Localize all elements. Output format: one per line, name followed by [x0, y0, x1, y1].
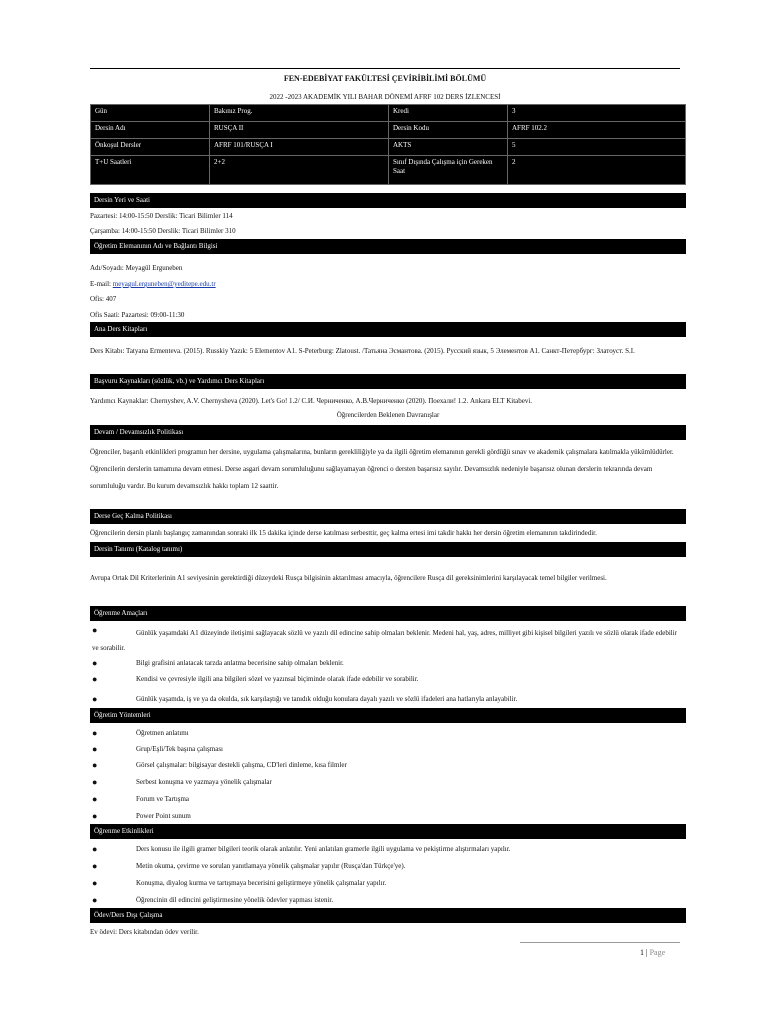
list-item: ● Ders konusu ile ilgili gramer bilgileri teorik olarak anlatılır. Yeni anlatılan gramerle ilgili uygulama ve pekiştirme alıştırmaları yapılır. [92, 844, 511, 854]
list-item: ● Forum ve Tartışma [92, 794, 190, 804]
schedule-line: Pazartesi: 14:00-15:50 Derslik: Ticari Bilimler 114 [90, 212, 233, 220]
section-header-references: Başvuru Kaynakları (sözlük, vb.) ve Yardımcı Ders Kitapları [90, 374, 686, 389]
info-label: Önkoşul Dersler [91, 139, 210, 156]
section-header-homework: Ödev/Ders Dışı Çalışma [90, 908, 686, 923]
bullet-icon: ● [92, 861, 98, 871]
list-item: ● Öğrencinin dil edincini geliştirmesine yönelik ödevler yapması istenir. [92, 895, 334, 905]
expected-behaviours: Öğrencilerden Beklenen Davranışlar [336, 411, 440, 419]
office-hours: Ofis Saati: Pazartesi: 09:00-11:30 [90, 311, 185, 319]
section-header-instructor: Öğretim Elemanının Adı ve Bağlantı Bilgisi [90, 239, 686, 254]
bullet-icon: ● [92, 625, 98, 635]
section-header-goals: Öğrenme Amaçları [90, 606, 686, 621]
late-text: Öğrencilerin dersin planlı başlangıç zamanından sonraki ilk 15 dakika içinde derse katılması serbesttir, geç kalma ertesi imi takdir hakkı her dersin öğretim elemanının takdirindedir. [90, 529, 597, 537]
faculty-title: FEN-EDEBİYAT FAKÜLTESİ ÇEVİRİBİLİMİ BÖLÜMÜ [283, 74, 487, 83]
list-item: ● Konuşma, diyalog kurma ve tartışmaya becerisini geliştirmeye yönelik çalışmalar yapılır. [92, 878, 387, 888]
table-row [91, 105, 686, 122]
books-text: Ders Kitabı: Tatyana Ermenteva. (2015). Russkiy Yazık: 5 Elementov A1. S-Peterburg: Zlatoust. /Татьяна Эсмантова. (2015). Русский язык, 5 Элементов А1. Санкт-Петербург: Златоуст. S.I. [90, 347, 635, 355]
page-num-value: 1 [640, 948, 644, 957]
table-row [91, 139, 686, 156]
footer-rule [520, 942, 680, 943]
list-item: ● Öğretmen anlatımı [92, 728, 189, 738]
attendance-text: Öğrenciler, başarılı etkinlikleri programın her dersine, uygulama çalışmalarına, bunların gerekliliğiyle ya da ilgili öğretim elemanının gerekli gördüğü sınav ve akademik çalışmalara katılmakla yükümlüdürler. Öğrencilerin derslerin tamamına devam etmesi. Derse asgari devam sorumluluğunu sağlayamayan öğrenci o dersten başarısız sayılır. Devamsızlık nedeniyle başarısız olunan derslerin tekrarında devam sorumluluğu vardır. Bu kurum devamsızlık hakkı toplam 12 saattir. [90, 448, 674, 490]
bullet-icon: ● [92, 811, 98, 821]
info-value: Bakınız Prog. [210, 105, 389, 122]
instructor-email-line [90, 280, 686, 289]
list-item: ● Görsel çalışmalar: bilgisayar destekli çalışma, CD'leri dinleme, kısa filmler [92, 760, 347, 770]
schedule-line: Çarşamba: 14:00-15:50 Derslik: Ticari Bilimler 310 [90, 227, 236, 235]
section-header-time: Dersin Yeri ve Saati [90, 193, 686, 208]
bullet-icon: ● [92, 728, 98, 738]
section-header-description: Dersin Tanımı (Katalog tanımı) [90, 542, 686, 557]
list-item: ● Bilgi grafisini anlatacak tarzda anlatma becerisine sahip olmaları beklenir. [92, 658, 344, 668]
bullet-icon: ● [92, 694, 98, 704]
bullet-icon: ● [92, 777, 98, 787]
table-row [91, 122, 686, 139]
info-value: 5 [508, 139, 686, 156]
bullet-icon: ● [92, 895, 98, 905]
office: Ofis: 407 [90, 295, 117, 303]
top-rule [90, 68, 680, 69]
info-value: 2 [508, 156, 686, 185]
syllabus-term: 2022 -2023 AKADEMİK YILI BAHAR DÖNEMİ AFRF 102 DERS İZLENCESİ [269, 93, 501, 101]
info-label: Kredi [389, 105, 508, 122]
list-item: ● Günlük yaşamda, iş ve ya da okulda, sık karşılaştığı ve tanıdık olduğu konulara dayalı yazılı ve sözlü ifadeleri ana hatlarıyla anlayabilir. [92, 694, 518, 704]
info-value: 3 [508, 105, 686, 122]
section-header-activities: Öğrenme Etkinlikleri [90, 824, 686, 839]
section-header-attendance: Devam / Devamsızlık Politikası [90, 425, 686, 440]
bullet-icon: ● [92, 760, 98, 770]
page-number [640, 948, 665, 958]
references-text: Yardımcı Kaynaklar: Chernyshev, A.V. Chernysheva (2020). Let's Go! 1.2/ С.И. Черниченко, А.В.Черниченко (2020). Поехали! 1.2. Ankara ELT Kitabevi. [90, 397, 533, 405]
section-header-books: Ana Ders Kitapları [90, 322, 686, 337]
info-label: Dersin Adı [91, 122, 210, 139]
course-info-table [90, 104, 686, 185]
info-value: 2+2 [210, 156, 389, 185]
list-item: ● Grup/Eşli/Tek başına çalışması [92, 744, 223, 754]
list-item: ● Serbest konuşma ve yazmaya yönelik çalışmalar [92, 777, 272, 787]
bullet-icon: ● [92, 878, 98, 888]
info-value: AFRF 102.2 [508, 122, 686, 139]
bullet-icon: ● [92, 844, 98, 854]
info-value: AFRF 101/RUSÇA I [210, 139, 389, 156]
table-row [91, 156, 686, 185]
info-label: Dersin Kodu [389, 122, 508, 139]
bullet-icon: ● [92, 794, 98, 804]
info-label: Gün [91, 105, 210, 122]
info-label: AKTS [389, 139, 508, 156]
list-item: ● Power Point sunum [92, 811, 191, 821]
section-header-late: Derse Geç Kalma Politikası [90, 509, 686, 524]
section-header-methods: Öğretim Yöntemleri [90, 708, 686, 723]
bullet-icon: ● [92, 744, 98, 754]
email-link[interactable]: meyagul.erguneben@yeditepe.edu.tr [112, 280, 216, 288]
list-item: ● Metin okuma, çevirme ve sorulan yanıtlamaya yönelik çalışmalar yapılır (Rusça'dan Türkçe'ye). [92, 861, 406, 871]
info-value: RUSÇA II [210, 122, 389, 139]
bullet-icon: ● [92, 674, 98, 684]
homework-text: Ev ödevi: Ders kitabından ödev verilir. [90, 928, 199, 936]
list-item: ● Günlük yaşamdaki A1 düzeyinde iletişimi sağlayacak sözlü ve yazılı dil edincine sahip olmaları beklenir. Medeni hal, yaş, adres, milliyet gibi kişisel bilgileri yazılı ve sözlü olarak ifade edebilir ve sorabilir. [92, 625, 677, 653]
page-label: Page [649, 948, 666, 957]
instructor-name: Adı/Soyadı: Meyagül Erguneben [90, 264, 183, 272]
bullet-icon: ● [92, 658, 98, 668]
page-separator: | [644, 948, 650, 957]
list-item: ● Kendisi ve çevresiyle ilgili ana bilgileri sözel ve yazınsal biçiminde olarak ifade edebilir ve sorabilir. [92, 674, 419, 684]
info-label: T+U Saatleri [91, 156, 210, 185]
email-label: E-mail: [90, 280, 111, 288]
description-text: Avrupa Ortak Dil Kriterlerinin A1 seviyesinin gerektirdiği düzeydeki Rusça bilgisinin aktarılması amacıyla, öğrencilere Rusça dil gereksinimlerini karşılayacak temel bilgiler verilmesi. [90, 574, 607, 582]
info-label: Sınıf Dışında Çalışma için Gereken Saat [389, 156, 508, 185]
